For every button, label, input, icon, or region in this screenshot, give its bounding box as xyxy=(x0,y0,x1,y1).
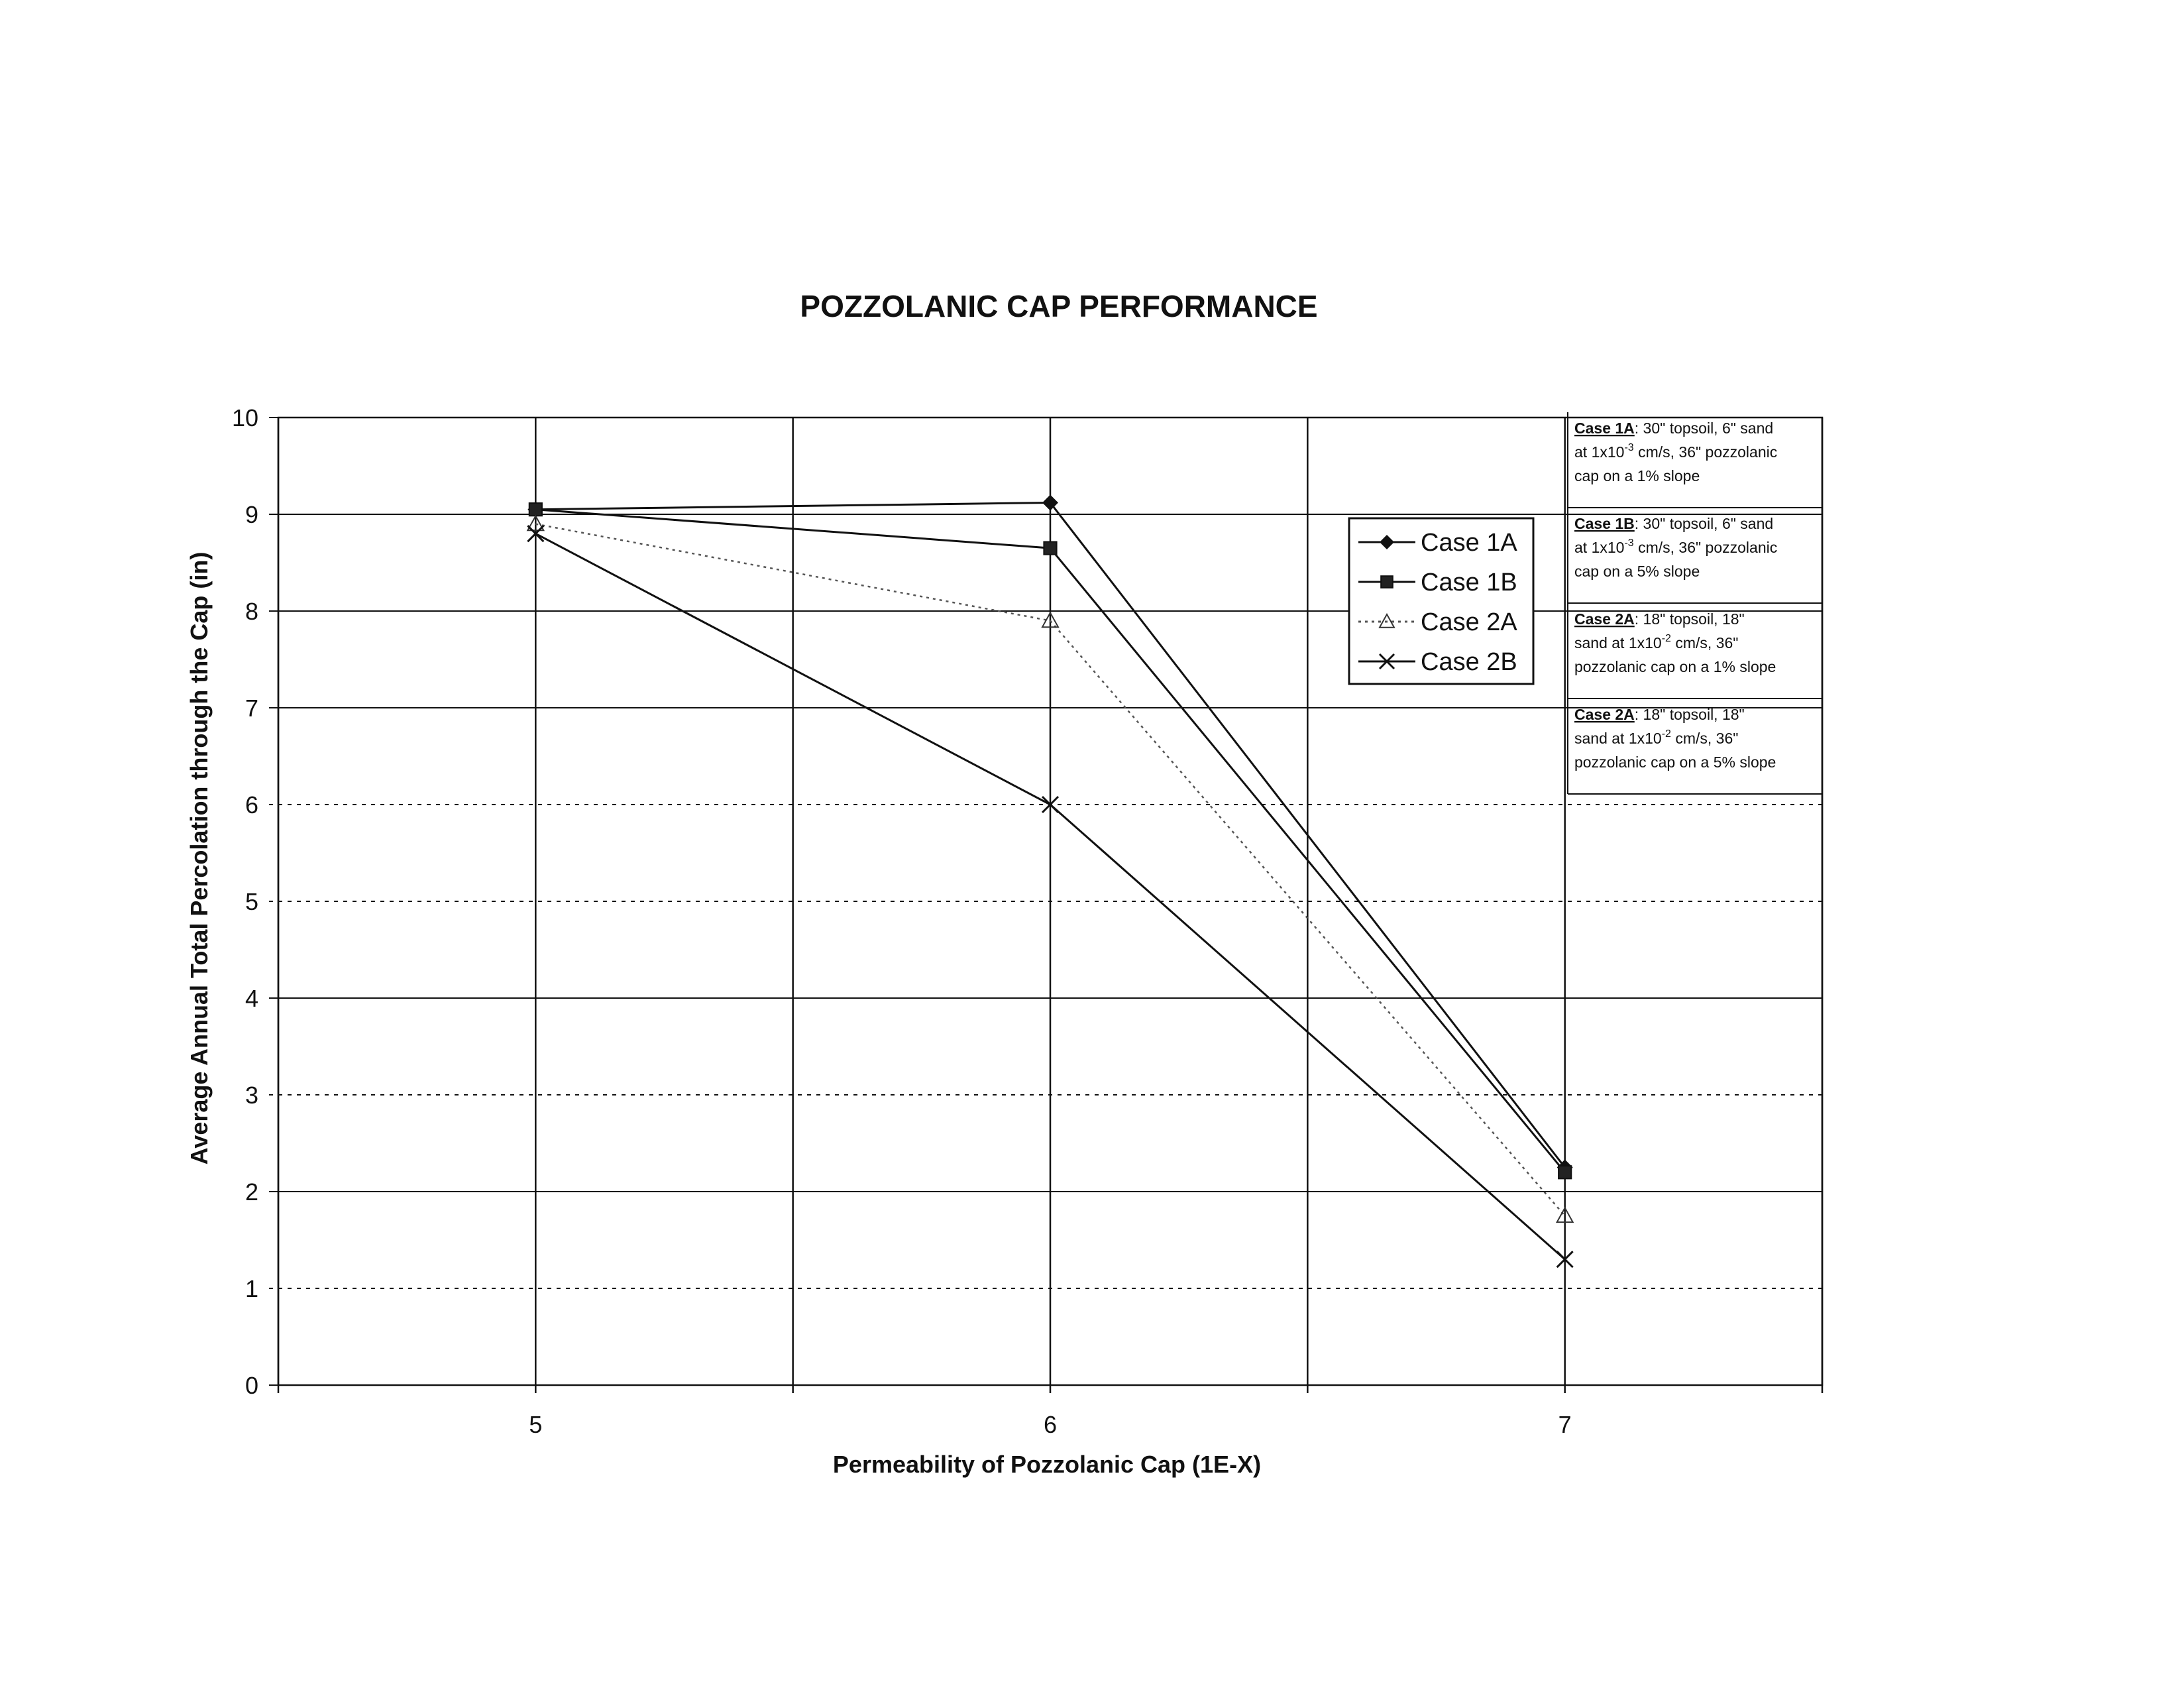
note-line xyxy=(1574,515,1773,532)
case-note xyxy=(1568,420,1822,508)
case-note xyxy=(1568,610,1822,699)
x-tick-label: 7 xyxy=(1558,1411,1572,1438)
data-point-square xyxy=(1558,1166,1571,1178)
note-line xyxy=(1574,442,1777,461)
note-text: at 1x10 xyxy=(1574,539,1625,556)
note-text: sand at 1x10 xyxy=(1574,634,1662,651)
y-tick-label: 5 xyxy=(245,888,258,915)
note-case-name: Case 2A xyxy=(1574,610,1635,628)
note-line xyxy=(1574,728,1738,747)
y-tick-label: 7 xyxy=(245,695,258,722)
case-note xyxy=(1568,515,1822,603)
y-tick-label: 3 xyxy=(245,1082,258,1109)
y-axis-label: Average Annual Total Percolation through the Cap (in) xyxy=(186,551,213,1165)
note-text: cm/s, 36" pozzolanic xyxy=(1633,443,1778,461)
note-line xyxy=(1574,420,1773,437)
note-exponent: -2 xyxy=(1661,728,1671,740)
note-line xyxy=(1574,633,1738,651)
note-text: cm/s, 36" xyxy=(1670,730,1739,747)
y-tick-label: 0 xyxy=(245,1372,258,1399)
note-exponent: -3 xyxy=(1624,442,1634,453)
y-tick-label: 10 xyxy=(231,404,258,431)
note-text: : 18" topsoil, 18" xyxy=(1634,706,1745,723)
y-tick-label: 1 xyxy=(245,1275,258,1302)
note-text: at 1x10 xyxy=(1574,443,1625,461)
note-line: cap on a 1% slope xyxy=(1574,467,1700,484)
note-text: sand at 1x10 xyxy=(1574,730,1662,747)
case-note xyxy=(1568,706,1822,794)
legend-label: Case 1A xyxy=(1421,529,1517,557)
note-text: cm/s, 36" pozzolanic xyxy=(1633,539,1778,556)
note-line xyxy=(1574,537,1777,556)
data-point-square xyxy=(1381,576,1393,588)
note-line: pozzolanic cap on a 1% slope xyxy=(1574,658,1776,675)
note-case-name: Case 2A xyxy=(1574,706,1635,723)
y-tick-label: 6 xyxy=(245,791,258,818)
y-tick-label: 4 xyxy=(245,985,258,1012)
legend-label: Case 2B xyxy=(1421,648,1517,676)
data-point-square xyxy=(529,503,542,516)
case-notes xyxy=(1568,412,1822,794)
note-line xyxy=(1574,610,1745,628)
data-point-square xyxy=(1044,542,1056,555)
note-text: : 18" topsoil, 18" xyxy=(1634,610,1745,628)
y-tick-label: 8 xyxy=(245,598,258,625)
note-line xyxy=(1574,706,1745,723)
legend-label: Case 2A xyxy=(1421,608,1517,636)
note-case-name: Case 1A xyxy=(1574,420,1635,437)
x-tick-label: 6 xyxy=(1043,1411,1058,1438)
y-tick-label: 9 xyxy=(245,501,258,528)
legend-label: Case 1B xyxy=(1421,569,1517,596)
note-exponent: -3 xyxy=(1624,537,1634,549)
x-axis-label: Permeability of Pozzolanic Cap (1E-X) xyxy=(832,1451,1262,1478)
note-text: : 30" topsoil, 6" sand xyxy=(1634,515,1774,532)
note-text: : 30" topsoil, 6" sand xyxy=(1634,420,1774,437)
y-axis-ticks xyxy=(232,404,258,1399)
x-axis-ticks xyxy=(529,1411,1571,1438)
note-case-name: Case 1B xyxy=(1574,515,1635,532)
note-text: cm/s, 36" xyxy=(1670,634,1739,651)
chart-title: POZZOLANIC CAP PERFORMANCE xyxy=(800,289,1318,323)
legend xyxy=(1349,518,1533,684)
y-tick-label: 2 xyxy=(245,1178,258,1206)
note-line: pozzolanic cap on a 5% slope xyxy=(1574,754,1776,771)
note-exponent: -2 xyxy=(1661,633,1671,644)
note-line: cap on a 5% slope xyxy=(1574,563,1700,580)
x-tick-label: 5 xyxy=(529,1411,543,1438)
